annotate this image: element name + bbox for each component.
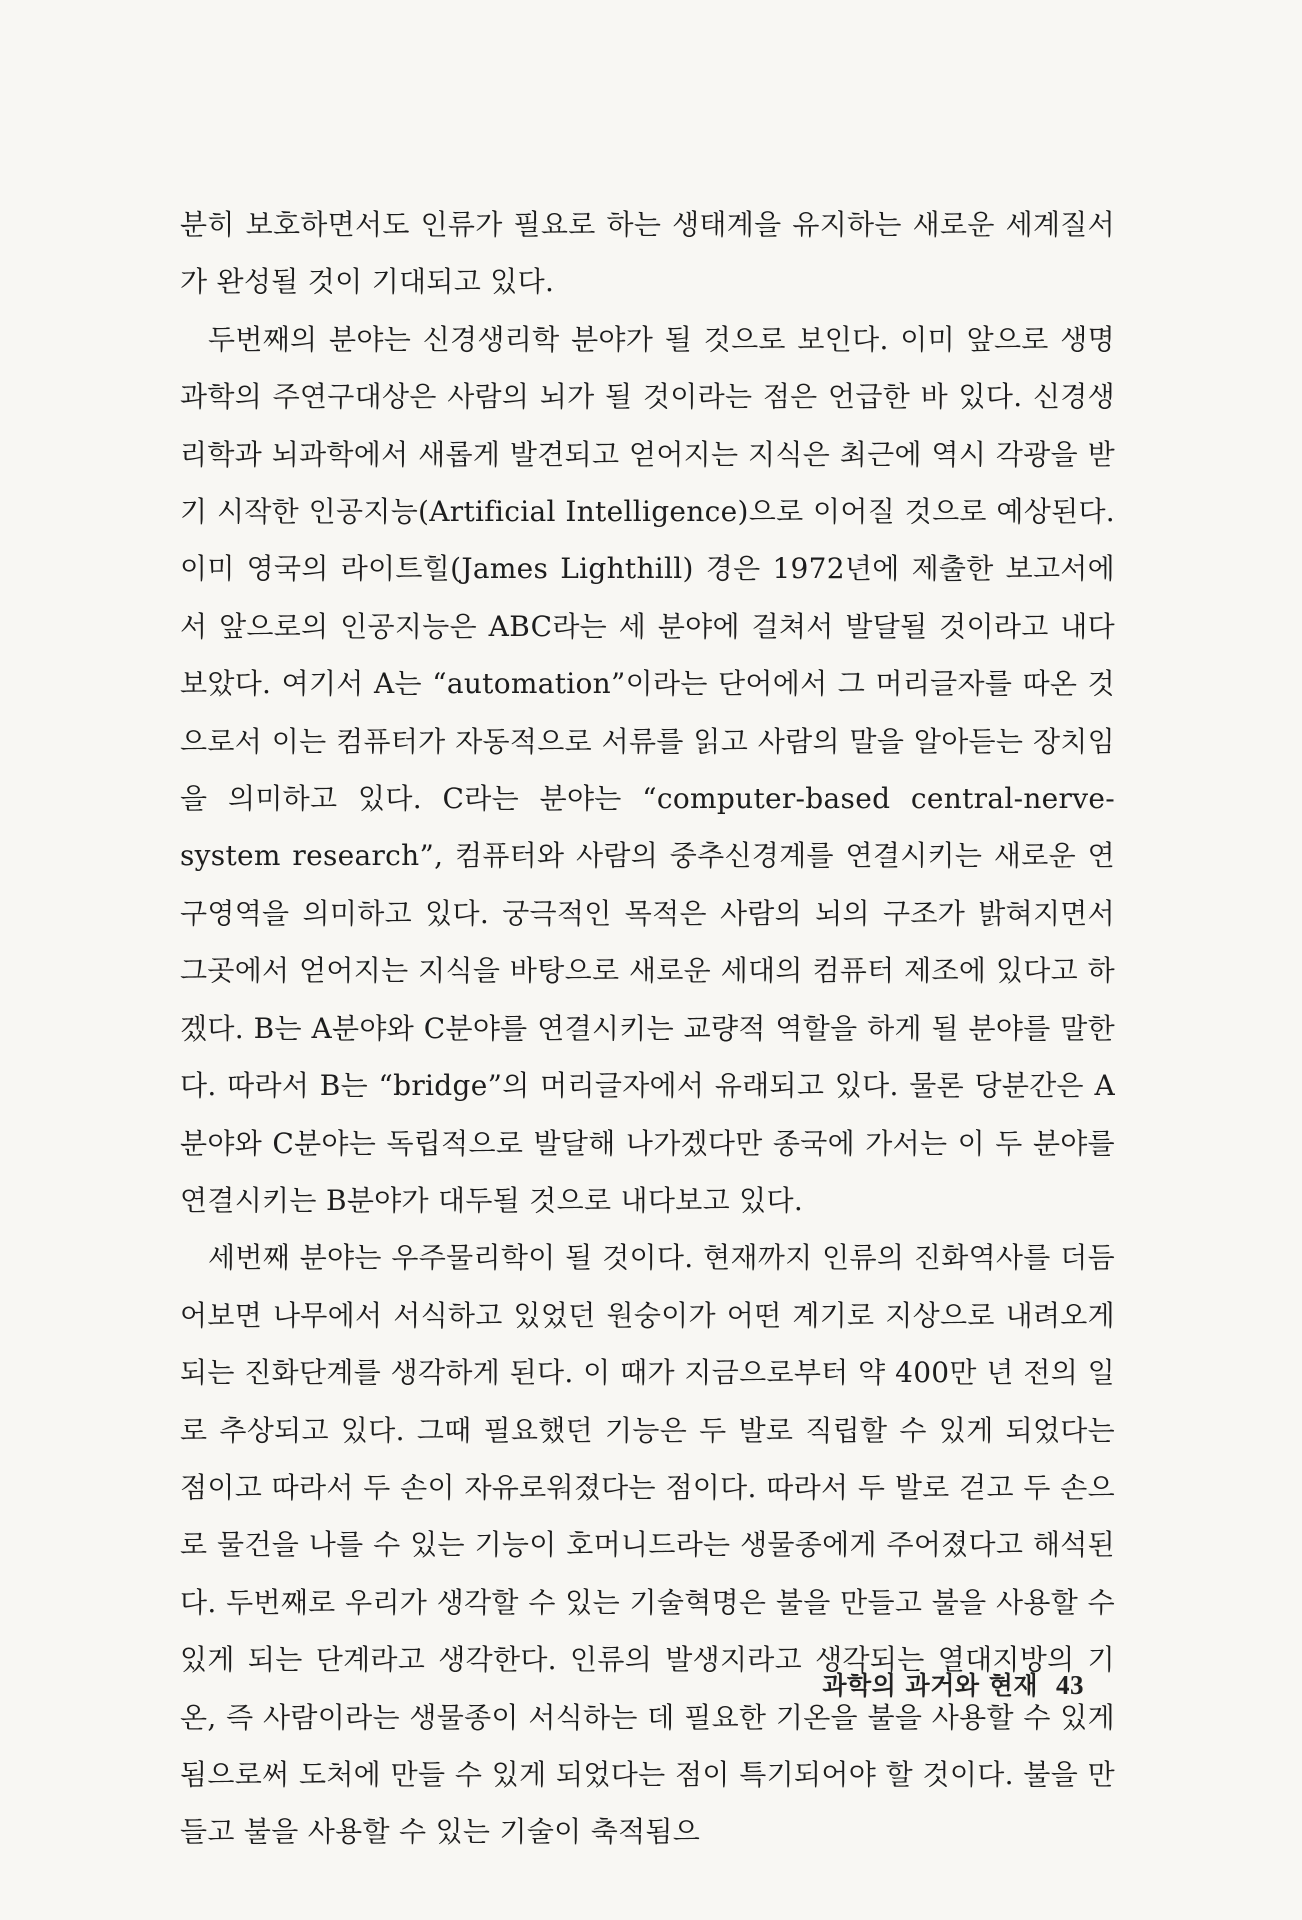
paragraph-1: 분히 보호하면서도 인류가 필요로 하는 생태계을 유지하는 새로운 세계질서가 완성될 것이 기대되고 있다. — [180, 208, 1115, 299]
paragraph-3: 세번째 분야는 우주물리학이 될 것이다. 현재까지 인류의 진화역사를 더듬어보면 나무에서 서식하고 있었던 원숭이가 어떤 계기로 지상으로 내려오게 되는 진화단계를 생각하게 된다. 이 때가 지금으로부터 약 400만 년 전의 일로 추상되고 있다. 그때 필요했던 기능은 두 발로 직립할 수 있게 되었다는 점이고 따라서 두 손이 자유로워졌다는 점이다. 따라서 두 발로 걷고 두 손으로 물건을 나를 수 있는 기능이 호머니드라는 생물종에게 주어졌다고 해석된다. 두번째로 우리가 생각할 수 있는 기술혁명은 불을 만들고 불을 사용할 수 있게 되는 단계라고 생각한다. 인류의 발생지라고 생각되는 열대지방의 기온, 즉 사람이라는 생물종이 서식하는 데 필요한 기온을 불을 사용할 수 있게 됨으로써 도처에 만들 수 있게 되었다는 점이 특기되어야 할 것이다. 불을 만들고 불을 사용할 수 있는 기술이 축적됨으 — [180, 1241, 1115, 1849]
footer-title: 과학의 과거와 현재 — [822, 1671, 1038, 1700]
page-number: 43 — [1056, 1670, 1084, 1700]
running-footer — [822, 1666, 1084, 1702]
body-text — [180, 196, 1115, 1861]
paragraph-2: 두번째의 분야는 신경생리학 분야가 될 것으로 보인다. 이미 앞으로 생명과학의 주연구대상은 사람의 뇌가 될 것이라는 점은 언급한 바 있다. 신경생리학과 뇌과학에서 새롭게 발견되고 얻어지는 지식은 최근에 역시 각광을 받기 시작한 인공지능(Artificial Intelligence)으로 이어질 것으로 예상된다. 이미 영국의 라이트힐(James Lighthill) 경은 1972년에 제출한 보고서에서 앞으로의 인공지능은 ABC라는 세 분야에 걸쳐서 발달될 것이라고 내다보았다. 여기서 A는 “automation”이라는 단어에서 그 머리글자를 따온 것으로서 이는 컴퓨터가 자동적으로 서류를 읽고 사람의 말을 알아듣는 장치임을 의미하고 있다. C라는 분야는 “computer-based central-nerve-system research”, 컴퓨터와 사람의 중추신경계를 연결시키는 새로운 연구영역을 의미하고 있다. 궁극적인 목적은 사람의 뇌의 구조가 밝혀지면서 그곳에서 얻어지는 지식을 바탕으로 새로운 세대의 컴퓨터 제조에 있다고 하겠다. B는 A분야와 C분야를 연결시키는 교량적 역할을 하게 될 분야를 말한다. 따라서 B는 “bridge”의 머리글자에서 유래되고 있다. 물론 당분간은 A분야와 C분야는 독립적으로 발달해 나가겠다만 종국에 가서는 이 두 분야를 연결시키는 B분야가 대두될 것으로 내다보고 있다. — [180, 322, 1115, 1217]
